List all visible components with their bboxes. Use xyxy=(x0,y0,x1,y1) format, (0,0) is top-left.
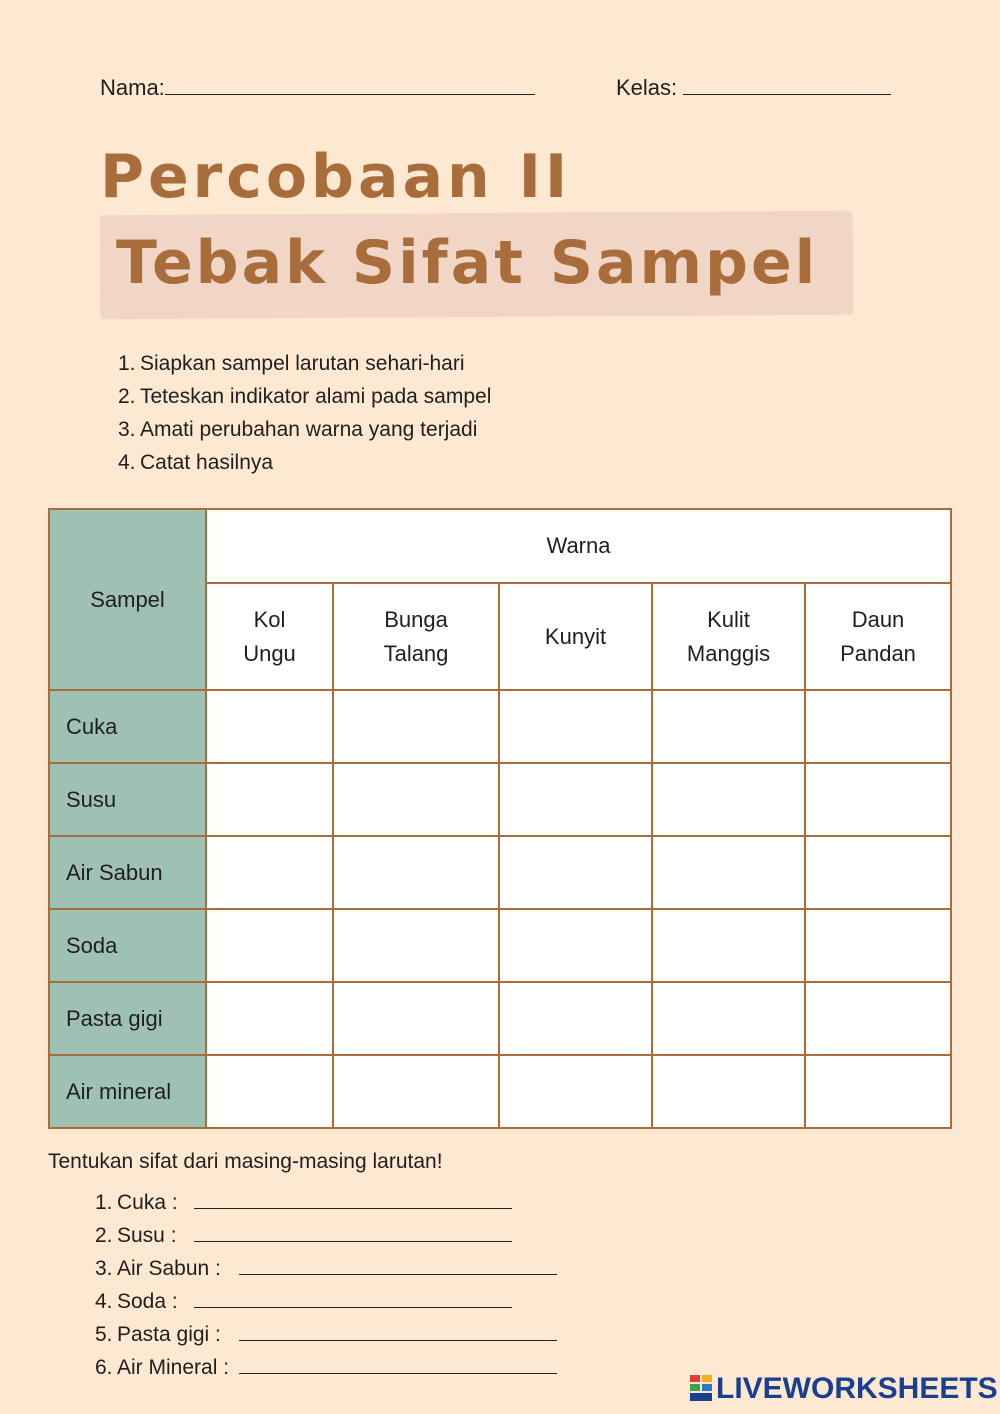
sample-label: Susu xyxy=(49,763,206,836)
class-label: Kelas: xyxy=(616,75,678,100)
color-entry-cell[interactable] xyxy=(333,836,499,909)
liveworksheets-logo xyxy=(690,1372,998,1406)
indicator-header-kunyit: Kunyit xyxy=(499,583,652,690)
instruction-steps xyxy=(118,350,491,482)
color-entry-cell[interactable] xyxy=(805,836,951,909)
table-row xyxy=(49,690,951,763)
class-input-line[interactable] xyxy=(683,76,891,95)
indicator-header-bunga-talang: Bunga Talang xyxy=(333,583,499,690)
answer-input-line[interactable] xyxy=(239,1256,557,1275)
table-row xyxy=(49,1055,951,1128)
color-entry-cell[interactable] xyxy=(499,690,652,763)
sample-label: Air Sabun xyxy=(49,836,206,909)
step-item: 4. Catat hasilnya xyxy=(118,451,274,474)
color-entry-cell[interactable] xyxy=(206,690,333,763)
step-item: 3. Amati perubahan warna yang terjadi xyxy=(118,418,478,441)
color-entry-cell[interactable] xyxy=(333,763,499,836)
color-entry-cell[interactable] xyxy=(652,909,805,982)
answer-input-line[interactable] xyxy=(194,1190,512,1209)
indicator-header-kulit-manggis: Kulit Manggis xyxy=(652,583,805,690)
answer-item: 1. Cuka : xyxy=(95,1188,557,1221)
liveworksheets-logo-icon xyxy=(690,1375,712,1401)
name-input-line[interactable] xyxy=(165,76,535,95)
color-entry-cell[interactable] xyxy=(805,909,951,982)
question-text: Tentukan sifat dari masing-masing larutan! xyxy=(48,1150,443,1173)
color-entry-cell[interactable] xyxy=(499,982,652,1055)
color-entry-cell[interactable] xyxy=(652,690,805,763)
color-group-header: Warna xyxy=(206,509,951,583)
color-entry-cell[interactable] xyxy=(499,909,652,982)
sample-label: Cuka xyxy=(49,690,206,763)
color-entry-cell[interactable] xyxy=(652,982,805,1055)
title-line-2: Tebak Sifat Sampel xyxy=(116,228,819,298)
color-entry-cell[interactable] xyxy=(333,690,499,763)
sample-label: Soda xyxy=(49,909,206,982)
answer-input-line[interactable] xyxy=(194,1289,512,1308)
sample-label: Pasta gigi xyxy=(49,982,206,1055)
color-entry-cell[interactable] xyxy=(805,763,951,836)
name-field[interactable] xyxy=(100,75,535,101)
answer-input-line[interactable] xyxy=(239,1355,557,1374)
class-field[interactable] xyxy=(616,75,891,101)
table-row xyxy=(49,982,951,1055)
color-entry-cell[interactable] xyxy=(206,1055,333,1128)
answer-item: 4. Soda : xyxy=(95,1287,557,1320)
table-row xyxy=(49,763,951,836)
color-entry-cell[interactable] xyxy=(805,1055,951,1128)
indicator-header-kol-ungu: Kol Ungu xyxy=(206,583,333,690)
observation-table xyxy=(48,508,952,1129)
answer-input-line[interactable] xyxy=(239,1322,557,1341)
sample-label: Air mineral xyxy=(49,1055,206,1128)
color-entry-cell[interactable] xyxy=(333,1055,499,1128)
color-entry-cell[interactable] xyxy=(333,909,499,982)
color-entry-cell[interactable] xyxy=(333,982,499,1055)
step-item: 1. Siapkan sampel larutan sehari-hari xyxy=(118,352,465,375)
color-entry-cell[interactable] xyxy=(499,1055,652,1128)
answer-item: 3. Air Sabun : xyxy=(95,1254,557,1287)
answer-item: 6. Air Mineral : xyxy=(95,1353,557,1386)
color-entry-cell[interactable] xyxy=(652,1055,805,1128)
indicator-header-daun-pandan: Daun Pandan xyxy=(805,583,951,690)
title-line-1: Percobaan II xyxy=(100,142,572,212)
answer-item: 5. Pasta gigi : xyxy=(95,1320,557,1353)
logo-text: LIVEWORKSHEETS xyxy=(716,1372,998,1405)
color-entry-cell[interactable] xyxy=(805,982,951,1055)
color-entry-cell[interactable] xyxy=(652,836,805,909)
color-entry-cell[interactable] xyxy=(206,909,333,982)
color-entry-cell[interactable] xyxy=(206,763,333,836)
table-row xyxy=(49,909,951,982)
step-item: 2. Teteskan indikator alami pada sampel xyxy=(118,385,492,408)
color-entry-cell[interactable] xyxy=(652,763,805,836)
color-entry-cell[interactable] xyxy=(206,836,333,909)
color-entry-cell[interactable] xyxy=(499,763,652,836)
name-label: Nama: xyxy=(100,75,165,100)
color-entry-cell[interactable] xyxy=(805,690,951,763)
answer-list xyxy=(95,1188,557,1386)
table-row xyxy=(49,836,951,909)
answer-item: 2. Susu : xyxy=(95,1221,557,1254)
color-entry-cell[interactable] xyxy=(206,982,333,1055)
answer-input-line[interactable] xyxy=(194,1223,512,1242)
color-entry-cell[interactable] xyxy=(499,836,652,909)
sample-column-header: Sampel xyxy=(49,509,206,690)
